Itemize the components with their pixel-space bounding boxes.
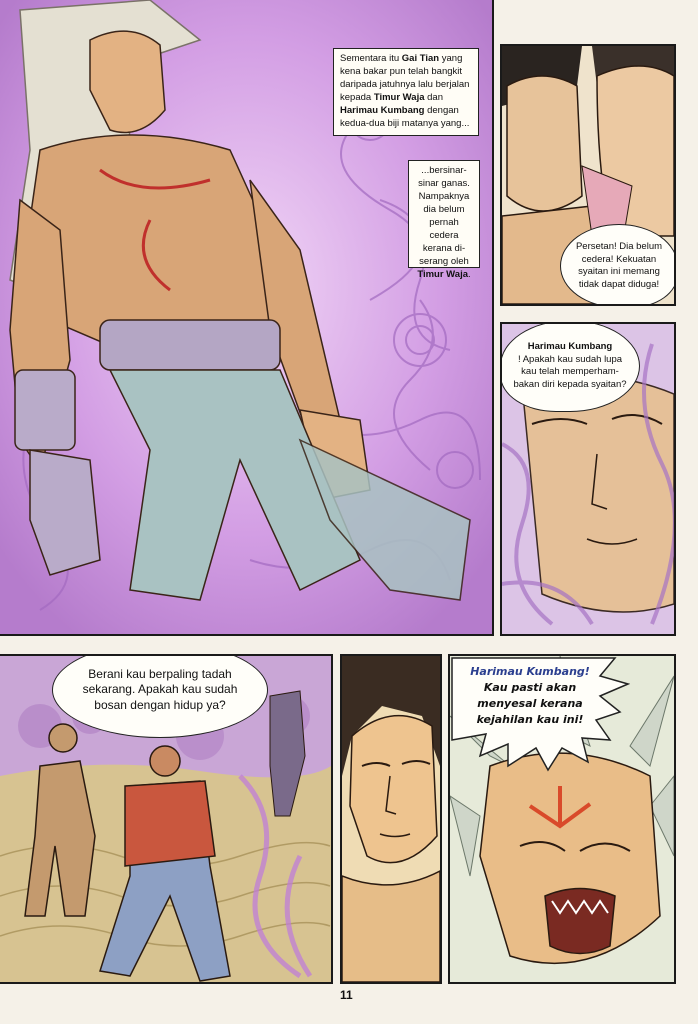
speech-bubble-persetan <box>560 224 676 306</box>
shout-text <box>460 664 600 728</box>
caption-text: yang kena bakar pun telah bangkit daripada jatuhnya lalu berjalan kepada <box>340 53 470 103</box>
panel-battlefield <box>0 654 333 984</box>
timur-face-illustration <box>342 656 440 982</box>
caption-narration-1 <box>333 48 479 136</box>
bubble-text: Persetan! Dia belum cedera! Kekuatan syaitan ini memang tidak dapat diduga! <box>575 241 663 290</box>
bubble-text: Berani kau berpaling tadah sekarang. Apakah kau sudah bosan dengan hidup ya? <box>82 666 238 712</box>
panel-timur-face <box>340 654 442 984</box>
caption-text: . <box>468 269 471 280</box>
bubble-text-rest: ! Apakah kau sudah lupa kau telah memperham-bakan diri kepada syaitan? <box>513 353 627 390</box>
panel-demon <box>0 0 494 636</box>
caption-name: Gai Tian <box>401 53 440 64</box>
panel-harimau-face <box>500 322 676 636</box>
caption-narration-2 <box>408 160 480 280</box>
caption-name: Harimau Kumbang <box>340 105 425 116</box>
shout-name: Harimau Kumbang! <box>470 665 590 678</box>
shout-rest: Kau pasti akan menyesal kerana kejahilan kau ini! <box>476 681 584 726</box>
caption-name: Timur Waja <box>417 269 469 280</box>
speech-bubble-harimau-lupa <box>500 322 640 412</box>
caption-text: dengan kedua-dua biji matanya yang... <box>340 105 470 129</box>
caption-name: Timur Waja <box>373 92 425 103</box>
panel-two-faces <box>500 44 676 306</box>
bubble-text <box>511 341 629 391</box>
page-number: 11 <box>340 988 353 1002</box>
caption-text: ...bersinar-sinar ganas. Nampaknya dia belum pernah cedera kerana di-serang oleh <box>418 165 470 267</box>
caption-text: dan <box>424 92 443 103</box>
bubble-name: Harimau Kumbang <box>527 341 613 352</box>
panel-harimau-scream <box>448 654 676 984</box>
caption-text: Sementara itu <box>340 53 402 64</box>
